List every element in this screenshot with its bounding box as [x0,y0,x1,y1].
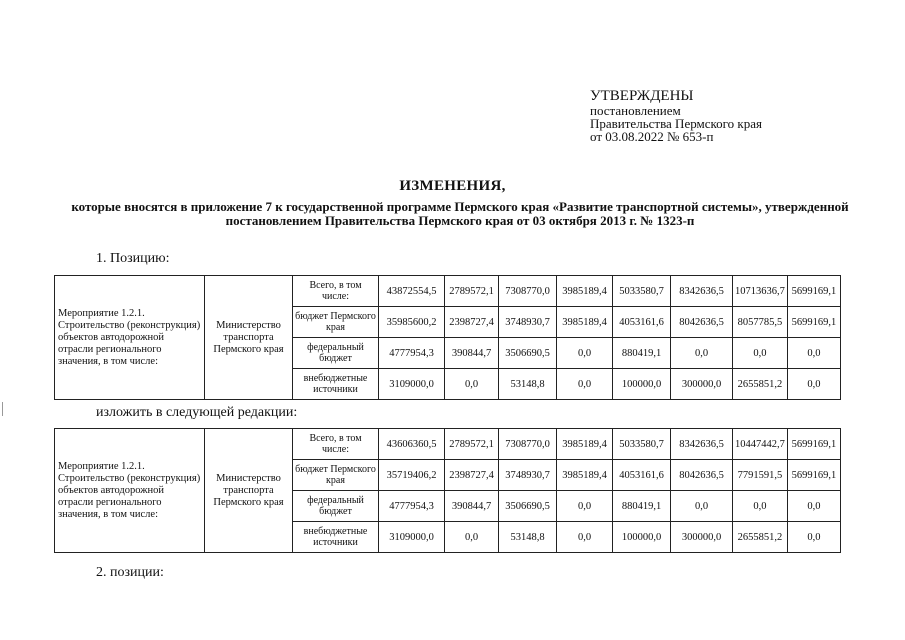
document-subtitle: которые вносятся в приложение 7 к государственной программе Пермского края «Развитие транспортной системы», утвержденной постановлением Правительства Пермского края от 03 октября 2013 г. № 1323-п [71,199,849,228]
amount-cell: 3506690,5 [499,491,557,522]
funding-source-cell: федеральный бюджет [293,338,379,369]
amount-cell: 4777954,3 [379,338,445,369]
amount-cell: 7308770,0 [499,429,557,460]
amount-cell: 0,0 [787,491,840,522]
amount-cell: 0,0 [557,522,613,553]
amount-cell: 3109000,0 [379,369,445,400]
amount-cell: 8042636,5 [671,460,733,491]
amount-cell: 43606360,5 [379,429,445,460]
amount-cell: 5699169,1 [787,429,840,460]
amount-cell: 2789572,1 [445,429,499,460]
amount-cell: 2655851,2 [733,522,788,553]
amount-cell: 3748930,7 [499,307,557,338]
amount-cell: 0,0 [445,522,499,553]
amount-cell: 4053161,6 [613,460,671,491]
approval-line: постановлением [590,103,681,118]
paragraph-new-edition: изложить в следующей редакции: [96,405,298,420]
amount-cell: 0,0 [787,338,840,369]
amount-cell: 8057785,5 [733,307,788,338]
amount-cell: 5699169,1 [787,276,840,307]
approval-date: от 03.08.2022 № 653-п [590,129,714,144]
amount-cell: 0,0 [733,491,788,522]
event-cell: Мероприятие 1.2.1. Строительство (реконструкция) объектов автодорожной отрасли регионального значения, в том числе: [55,429,205,553]
paragraph-positions: 2. позиции: [96,565,164,580]
amount-cell: 3985189,4 [557,429,613,460]
amount-cell: 8342636,5 [671,276,733,307]
funding-source-cell: внебюджетные источники [293,522,379,553]
approval-block [590,88,890,143]
table-revised [54,428,841,553]
amount-cell: 100000,0 [613,522,671,553]
amount-cell: 5699169,1 [787,307,840,338]
document-title: ИЗМЕНЕНИЯ, [399,178,506,194]
amount-cell: 5033580,7 [613,276,671,307]
amount-cell: 0,0 [557,491,613,522]
amount-cell: 0,0 [671,491,733,522]
funding-source-cell: внебюджетные источники [293,369,379,400]
amount-cell: 8342636,5 [671,429,733,460]
amount-cell: 0,0 [787,522,840,553]
amount-cell: 53148,8 [499,369,557,400]
funding-source-cell: Всего, в том числе: [293,429,379,460]
amount-cell: 7791591,5 [733,460,788,491]
amount-cell: 0,0 [557,369,613,400]
amount-cell: 0,0 [557,338,613,369]
amount-cell: 4777954,3 [379,491,445,522]
table-row [55,276,841,307]
amount-cell: 100000,0 [613,369,671,400]
amount-cell: 3748930,7 [499,460,557,491]
table-original [54,275,841,400]
amount-cell: 10447442,7 [733,429,788,460]
amount-cell: 2789572,1 [445,276,499,307]
executor-cell: Министерство транспорта Пермского края [205,429,293,553]
amount-cell: 7308770,0 [499,276,557,307]
paragraph-position: 1. Позицию: [96,251,170,266]
amount-cell: 0,0 [787,369,840,400]
amount-cell: 2398727,4 [445,460,499,491]
funding-source-cell: федеральный бюджет [293,491,379,522]
amount-cell: 390844,7 [445,491,499,522]
funding-source-cell: бюджет Пермского края [293,307,379,338]
amount-cell: 5699169,1 [787,460,840,491]
funding-source-cell: Всего, в том числе: [293,276,379,307]
amount-cell: 53148,8 [499,522,557,553]
amount-cell: 300000,0 [671,369,733,400]
amount-cell: 3985189,4 [557,307,613,338]
amount-cell: 880419,1 [613,338,671,369]
amount-cell: 2398727,4 [445,307,499,338]
amount-cell: 35719406,2 [379,460,445,491]
amount-cell: 4053161,6 [613,307,671,338]
table-row [55,429,841,460]
amount-cell: 2655851,2 [733,369,788,400]
approval-heading: УТВЕРЖДЕНЫ [590,88,694,104]
amount-cell: 8042636,5 [671,307,733,338]
amount-cell: 880419,1 [613,491,671,522]
amount-cell: 300000,0 [671,522,733,553]
funding-source-cell: бюджет Пермского края [293,460,379,491]
amount-cell: 3506690,5 [499,338,557,369]
executor-cell: Министерство транспорта Пермского края [205,276,293,400]
approval-line: Правительства Пермского края [590,116,762,131]
amount-cell: 0,0 [671,338,733,369]
amount-cell: 0,0 [733,338,788,369]
amount-cell: 3109000,0 [379,522,445,553]
amount-cell: 35985600,2 [379,307,445,338]
event-cell: Мероприятие 1.2.1. Строительство (реконструкция) объектов автодорожной отрасли регионального значения, в том числе: [55,276,205,400]
amount-cell: 10713636,7 [733,276,788,307]
amount-cell: 390844,7 [445,338,499,369]
amount-cell: 0,0 [445,369,499,400]
margin-mark [2,402,3,416]
amount-cell: 3985189,4 [557,276,613,307]
amount-cell: 5033580,7 [613,429,671,460]
amount-cell: 3985189,4 [557,460,613,491]
amount-cell: 43872554,5 [379,276,445,307]
